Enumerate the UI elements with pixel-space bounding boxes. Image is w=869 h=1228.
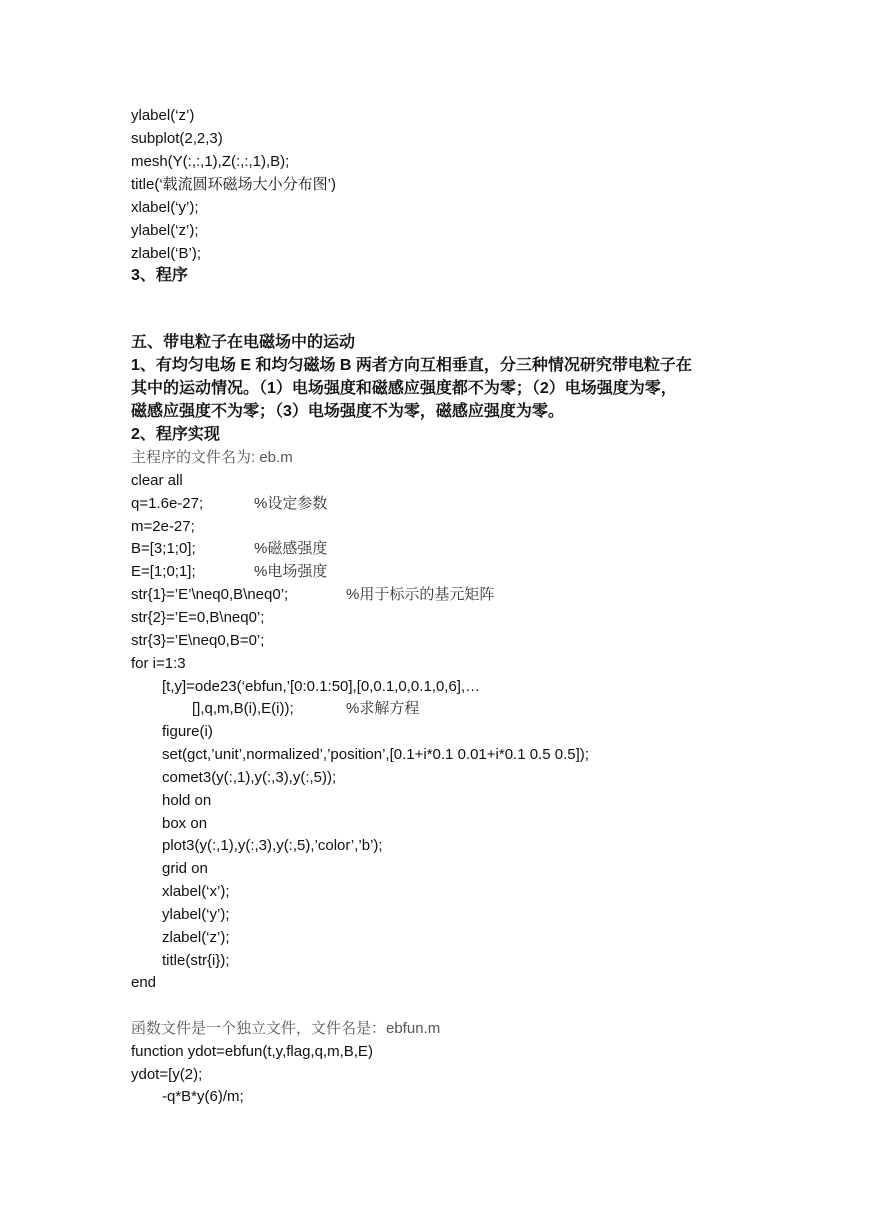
code-line: for i=1:3 [131,655,186,672]
code-line: [t,y]=ode23(‘ebfun,’[0:0.1:50],[0,0.1,0,0.1,0,6],… [162,678,481,695]
item-heading: 2、程序实现 [131,426,220,443]
code-line: B=[3;1;0]; [131,540,196,557]
paragraph-line: 1、有均匀电场 E 和均匀磁场 B 两者方向互相垂直，分三种情况研究带电粒子在 [131,357,692,374]
code-comment: %磁感强度 [254,540,328,557]
code-line: m=2e-27; [131,518,195,535]
code-line: comet3(y(:,1),y(:,3),y(:,5)); [162,769,337,786]
file-label: 函数文件是一个独立文件，文件名是：ebfun.m [131,1020,441,1037]
code-comment: %用于标示的基元矩阵 [346,586,495,603]
code-line: zlabel(‘z’); [162,929,230,946]
code-line: [],q,m,B(i),E(i)); [192,700,294,717]
code-line: str{2}=’E=0,B\neq0’; [131,609,265,626]
code-line: box on [162,815,208,832]
code-line: ydot=[y(2); [131,1066,203,1083]
code-line: q=1.6e-27; [131,495,204,512]
code-comment: %设定参数 [254,495,328,512]
code-line: ylabel(‘z’) [131,107,195,124]
code-line: ylabel(‘y’); [162,906,230,923]
code-line: zlabel(‘B’); [131,245,202,262]
code-line: subplot(2,2,3) [131,130,223,147]
code-line: E=[1;0;1]; [131,563,196,580]
code-line: set(gct,’unit’,normalized’,’position’,[0.1+i*0.1 0.01+i*0.1 0.5 0.5]); [162,746,589,763]
code-line: figure(i) [162,723,213,740]
code-line: function ydot=ebfun(t,y,flag,q,m,B,E) [131,1043,373,1060]
code-line: title(str{i}); [162,952,230,969]
code-line: grid on [162,860,208,877]
code-line: mesh(Y(:,:,1),Z(:,:,1),B); [131,153,290,170]
code-line: clear all [131,472,183,489]
item-heading: 3、程序 [131,267,188,284]
code-comment: %电场强度 [254,563,328,580]
paragraph-line: 磁感应强度不为零；（3）电场强度不为零，磁感应强度为零。 [131,403,564,420]
code-comment: %求解方程 [346,700,420,717]
code-line: ylabel(‘z’); [131,222,199,239]
code-line: title(‘载流圆环磁场大小分布图’) [131,176,336,193]
code-line: end [131,974,157,991]
code-line: str{3}=’E\neq0,B=0’; [131,632,265,649]
code-line: hold on [162,792,212,809]
code-line: plot3(y(:,1),y(:,3),y(:,5),’color’,’b’); [162,837,383,854]
code-line: xlabel(‘y’); [131,199,199,216]
code-line: -q*B*y(6)/m; [162,1088,244,1105]
paragraph-line: 其中的运动情况。（1）电场强度和磁感应强度都不为零；（2）电场强度为零， [131,380,677,397]
code-line: xlabel(‘x’); [162,883,230,900]
file-label: 主程序的文件名为: eb.m [131,449,293,466]
code-line: str{1}=’E’\neq0,B\neq0’; [131,586,289,603]
section-heading: 五、带电粒子在电磁场中的运动 [131,334,356,351]
